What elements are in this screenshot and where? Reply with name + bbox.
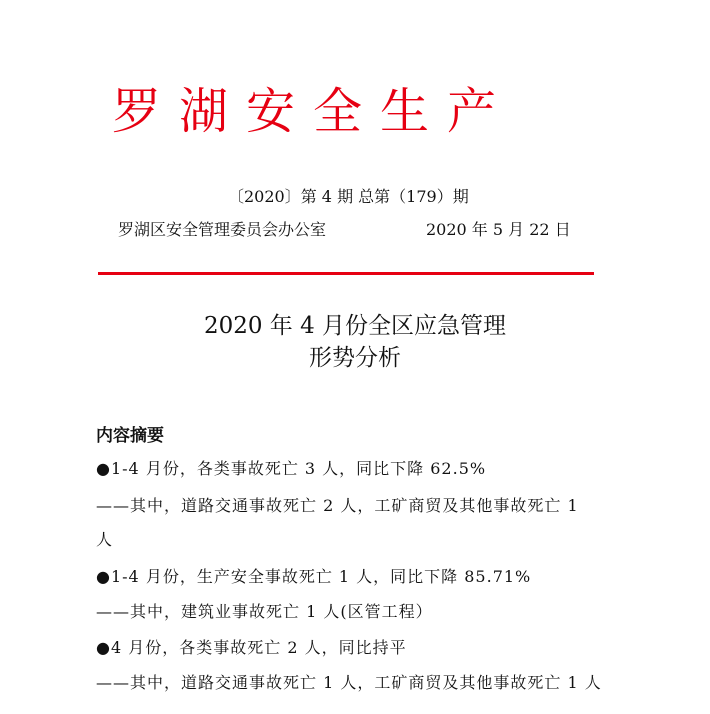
summary-line: 人	[96, 530, 114, 549]
summary-line: ●4 月份，各类事故死亡 2 人，同比持平	[96, 638, 407, 657]
summary-line: ——其中，道路交通事故死亡 2 人，工矿商贸及其他事故死亡 1	[96, 496, 579, 515]
title-line-2: 形势分析	[309, 345, 401, 371]
issue-date: 2020 年 5 月 22 日	[426, 220, 571, 239]
red-divider-line	[98, 272, 594, 275]
issuing-office: 罗湖区安全管理委员会办公室	[118, 220, 327, 239]
summary-line: ●1-4 月份，各类事故死亡 3 人，同比下降 62.5%	[96, 459, 487, 478]
masthead-title: 罗湖安全生产	[112, 83, 515, 140]
title-line-1: 2020 年 4 月份全区应急管理	[203, 313, 507, 339]
summary-line: ●1-4 月份，生产安全事故死亡 1 人，同比下降 85.71%	[96, 567, 532, 586]
summary-line: ——其中，建筑业事故死亡 1 人(区管工程）	[96, 602, 433, 621]
document-title	[0, 310, 710, 374]
issue-number: 〔2020〕第 4 期 总第（179）期	[228, 187, 469, 206]
summary-heading: 内容摘要	[96, 426, 164, 446]
summary-line: ——其中，道路交通事故死亡 1 人，工矿商贸及其他事故死亡 1 人	[96, 673, 602, 692]
